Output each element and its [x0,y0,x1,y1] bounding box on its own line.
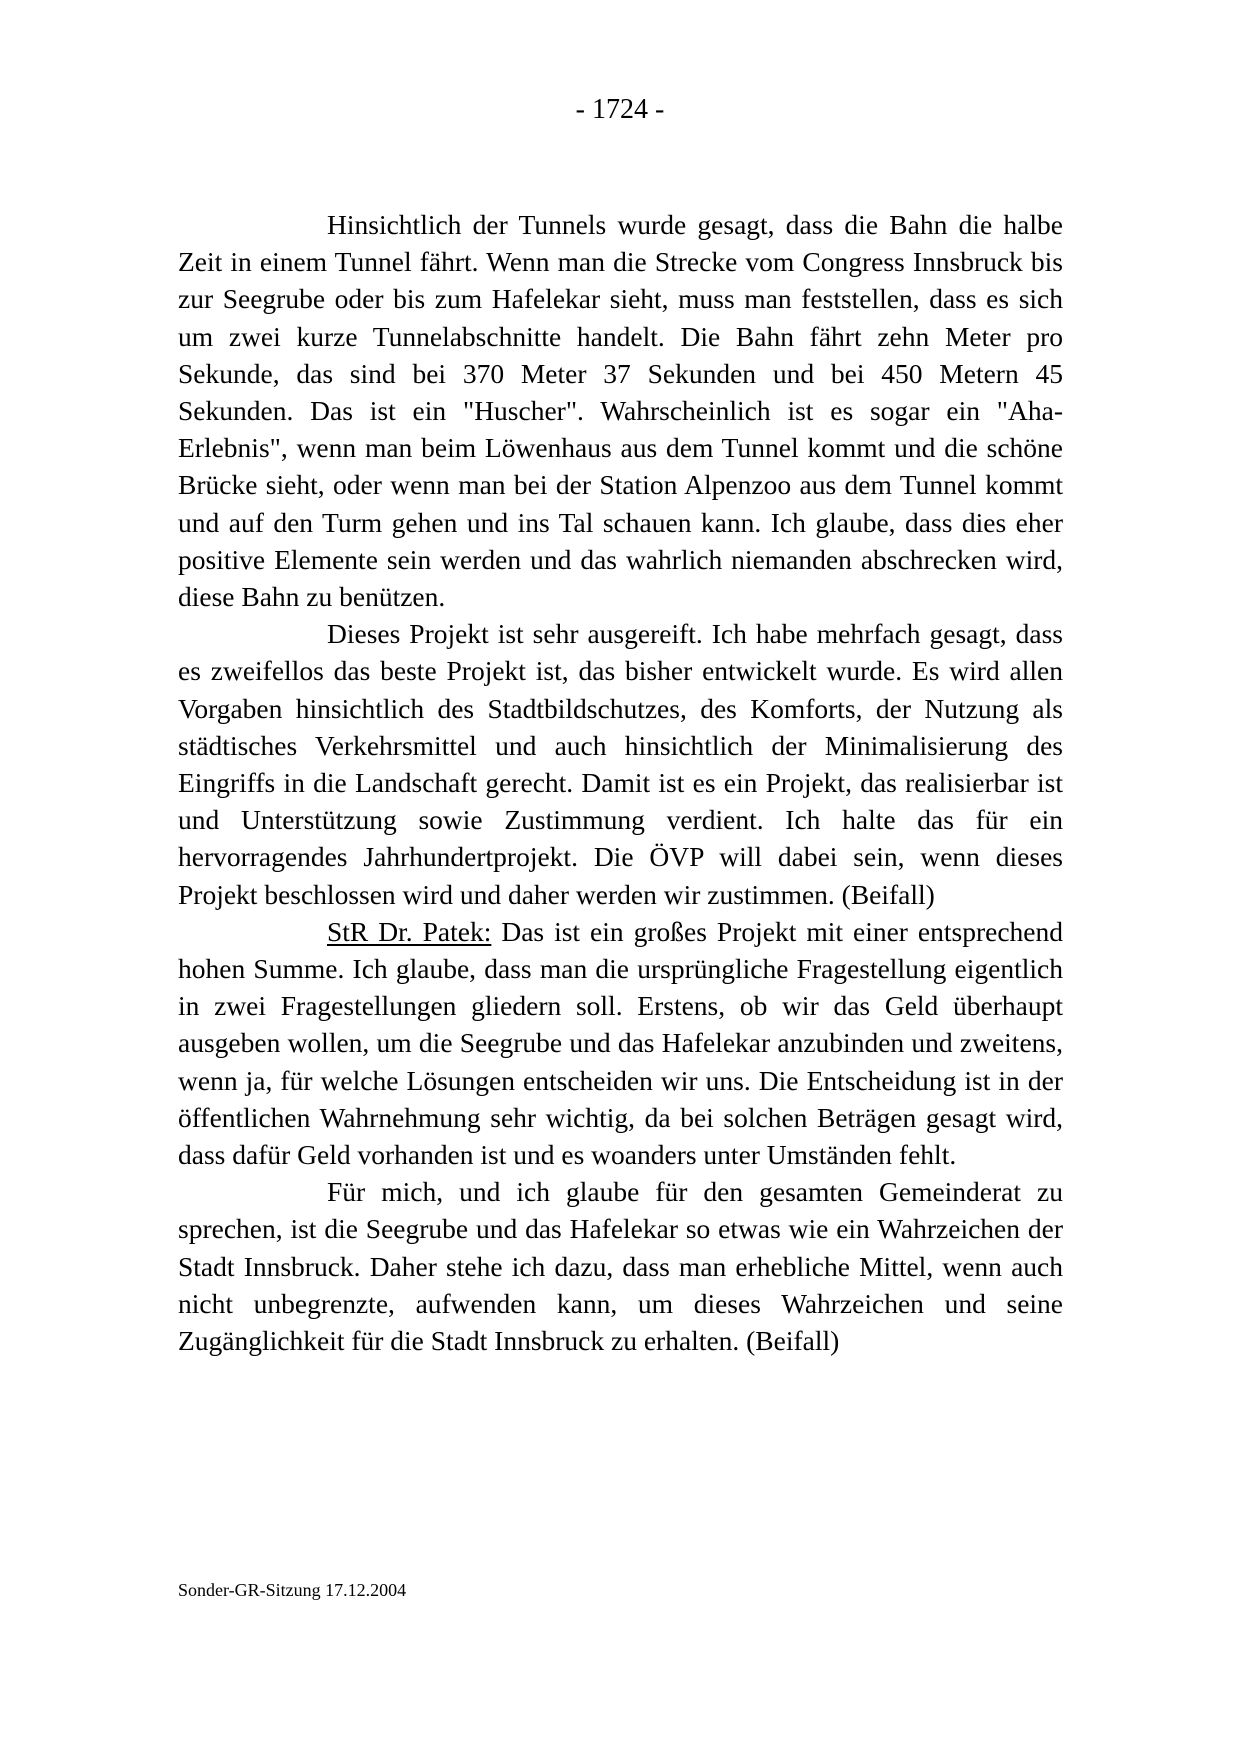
paragraph-text: Das ist ein großes Projekt mit einer entsprechend hohen Summe. Ich glaube, dass man die ursprüngliche Fragestellung eigentlich in zwei Fragestellungen gliedern soll. Erstens, ob wir das Geld überhaupt ausgeben wollen, um die Seegrube und das Hafelekar anzubinden und zweitens, wenn ja, für welche Lösungen entscheiden wir uns. Die Entscheidung ist in der öffentlichen Wahrnehmung sehr wichtig, da bei solchen Beträgen gesagt wird, dass dafür Geld vorhanden ist und es woanders unter Umständen fehlt. [178,915,1064,1171]
paragraph-wahrzeichen [178,1173,1063,1359]
paragraph-text: Dieses Projekt ist sehr ausgereift. Ich habe mehrfach gesagt, dass es zweifellos das beste Projekt ist, das bisher entwickelt wurde. Es wird allen Vorgaben hinsichtlich des Stadtbildschutzes, des Komforts, der Nutzung als städtisches Verkehrsmittel und auch hinsichtlich der Minimalisierung des Eingriffs in die Landschaft gerecht. Damit ist es ein Projekt, das realisierbar ist und Unterstützung sowie Zustimmung verdient. Ich halte das für ein hervorragendes Jahrhundertprojekt. Die ÖVP will dabei sein, wenn dieses Projekt beschlossen wird und daher werden wir zustimmen. (Beifall) [178,618,1063,910]
speaker-name: StR Dr. Patek: [327,915,492,947]
footer-session: Sonder-GR-Sitzung 17.12.2004 [178,1580,407,1600]
paragraph-patek [178,913,1063,1173]
paragraph-projekt [178,615,1063,913]
paragraph-text: Hinsichtlich der Tunnels wurde gesagt, dass die Bahn die halbe Zeit in einem Tunnel fährt. Wenn man die Strecke vom Congress Innsbruck bis zur Seegrube oder bis zum Hafelekar sieht, muss man feststellen, dass es sich um zwei kurze Tunnelabschnitte handelt. Die Bahn fährt zehn Meter pro Sekunde, das sind bei 370 Meter 37 Sekunden und bei 450 Metern 45 Sekunden. Das ist ein "Huscher". Wahrscheinlich ist es sogar ein "Aha-Erlebnis", wenn man beim Löwenhaus aus dem Tunnel kommt und die schöne Brücke sieht, oder wenn man bei der Station Alpenzoo aus dem Tunnel kommt und auf den Turm gehen und ins Tal schauen kann. Ich glaube, dass dies eher positive Elemente sein werden und das wahrlich niemanden abschrecken wird, diese Bahn zu benützen. [178,209,1063,613]
paragraph-text: Für mich, und ich glaube für den gesamten Gemeinderat zu sprechen, ist die Seegrube und das Hafelekar so etwas wie ein Wahrzeichen der Stadt Innsbruck. Daher stehe ich dazu, dass man erhebliche Mittel, wenn auch nicht unbegrenzte, aufwenden kann, um dieses Wahrzeichen und seine Zugänglichkeit für die Stadt Innsbruck zu erhalten. (Beifall) [178,1176,1063,1357]
paragraph-tunnels [178,206,1063,615]
page-number: - 1724 - [575,94,665,125]
document-body [178,206,1063,1359]
